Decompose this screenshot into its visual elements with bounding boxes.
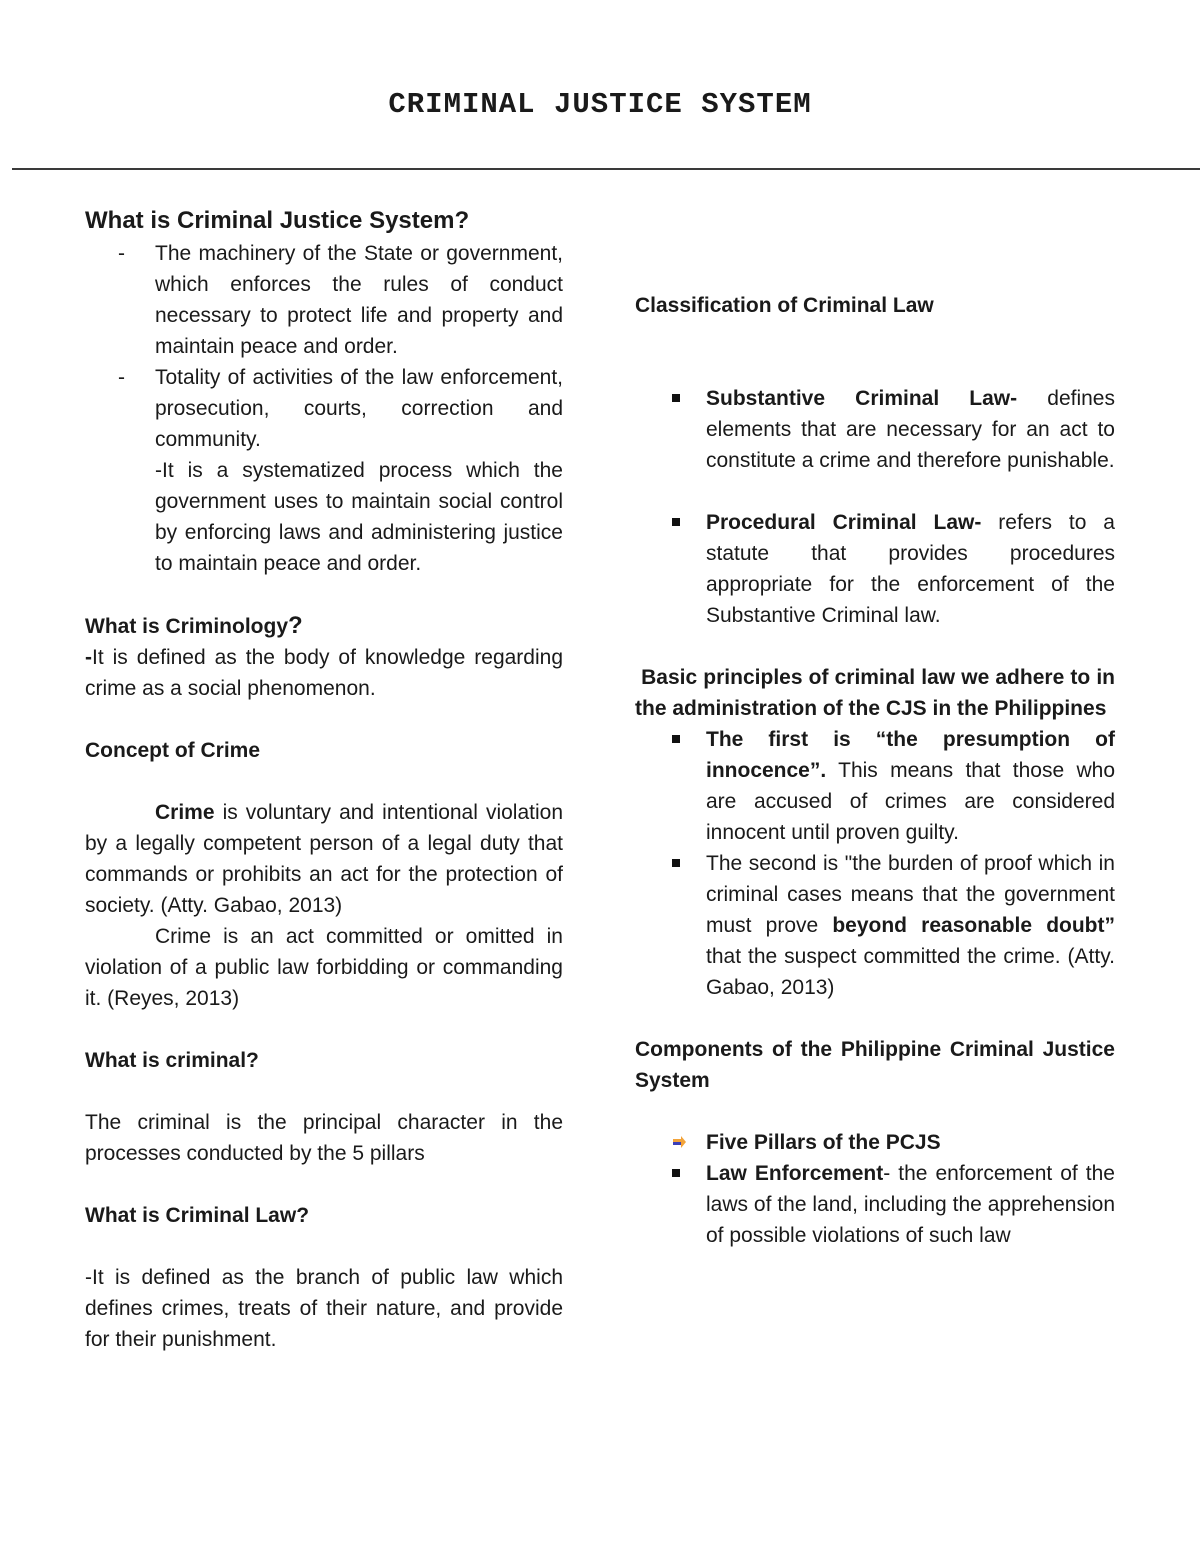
left-column	[85, 204, 563, 1355]
cjs-definition-list	[85, 238, 563, 455]
heading-basic-principles: Basic principles of criminal law we adhere to in the administration of the CJS in the Philippines	[635, 666, 1121, 720]
criminal-definition: The criminal is the principal character in the processes conducted by the 5 pillars	[85, 1111, 563, 1165]
list-item: - Totality of activities of the law enforcement, prosecution, courts, correction and community.	[85, 362, 563, 455]
list-item: Procedural Criminal Law- refers to a statute that provides procedures appropriate for the enforcement of the Substantive Criminal law.	[635, 507, 1115, 631]
list-item: Five Pillars of the PCJS	[635, 1127, 1115, 1158]
square-bullet-icon	[672, 1169, 680, 1177]
heading-what-is-criminal: What is criminal?	[85, 1049, 259, 1072]
criminology-definition: -It is defined as the body of knowledge regarding crime as a social phenomenon.	[85, 646, 563, 700]
crime-definition-1: Crime is voluntary and intentional violation by a legally competent person of a legal duty that commands or prohibits an act for the protection of society. (Atty. Gabao, 2013)	[85, 801, 563, 917]
list-item: The first is “the presumption of innocence”. This means that those who are accused of crimes are considered innocent until proven guilty.	[635, 724, 1115, 848]
dash-bullet: -	[118, 366, 125, 389]
right-column	[635, 290, 1121, 1251]
pillars-list	[635, 1127, 1115, 1251]
square-bullet-icon	[672, 859, 680, 867]
title-divider	[12, 168, 1200, 170]
crime-definition-2: Crime is an act committed or omitted in violation of a public law forbidding or commanding it. (Reyes, 2013)	[85, 925, 563, 1010]
heading-what-is-cjs: What is Criminal Justice System?	[85, 207, 470, 234]
cjs-extra-paragraph: -It is a systematized process which the government uses to maintain social control by enforcing laws and administering justice to maintain peace and order.	[155, 459, 563, 575]
arrow-bullet-icon	[671, 1135, 687, 1149]
square-bullet-icon	[672, 394, 680, 402]
heading-components: Components of the Philippine Criminal Justice System	[635, 1038, 1115, 1092]
document-title: CRIMINAL JUSTICE SYSTEM	[388, 88, 812, 121]
list-item: Law Enforcement- the enforcement of the laws of the land, including the apprehension of possible violations of such law	[635, 1158, 1115, 1251]
dash-bullet: -	[118, 242, 125, 265]
heading-what-is-criminology: What is Criminology?	[85, 612, 303, 639]
heading-what-is-criminal-law: What is Criminal Law?	[85, 1204, 310, 1227]
square-bullet-icon	[672, 518, 680, 526]
heading-classification: Classification of Criminal Law	[635, 294, 934, 317]
criminal-law-definition: -It is defined as the branch of public law which defines crimes, treats of their nature, and provide for their punishment.	[85, 1266, 563, 1351]
list-item: - The machinery of the State or government, which enforces the rules of conduct necessary to protect life and property and maintain peace and order.	[85, 238, 563, 362]
list-item: The second is "the burden of proof which in criminal cases means that the government must prove beyond reasonable doubt” that the suspect committed the crime. (Atty. Gabao, 2013)	[635, 848, 1115, 1003]
list-item: Substantive Criminal Law- defines elements that are necessary for an act to constitute a crime and therefore punishable.	[635, 383, 1115, 476]
heading-concept-of-crime: Concept of Crime	[85, 739, 261, 762]
principles-list	[635, 724, 1115, 1003]
classification-list	[635, 383, 1115, 631]
square-bullet-icon	[672, 735, 680, 743]
